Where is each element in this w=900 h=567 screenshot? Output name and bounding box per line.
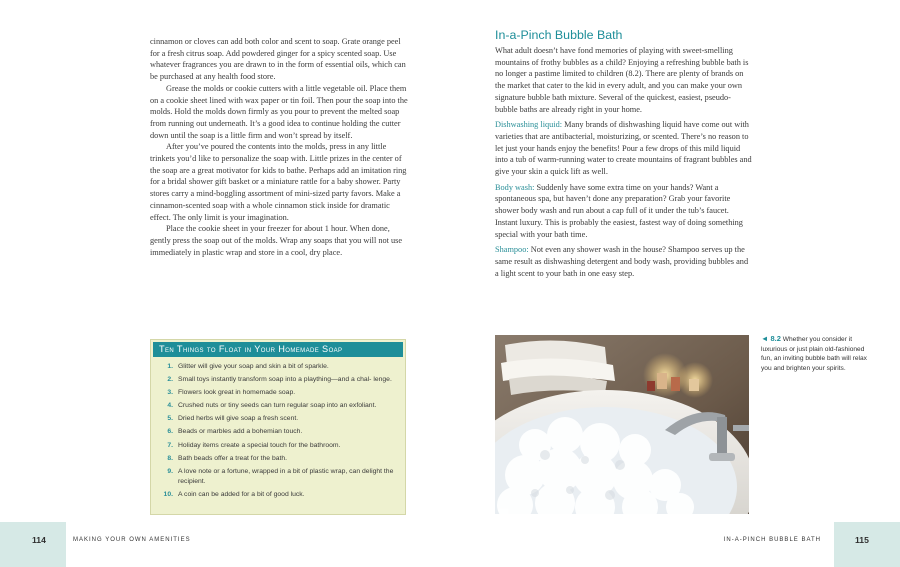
paragraph (495, 119, 753, 178)
caption-reference: ◄ 8.2 (761, 334, 781, 343)
list-item (161, 401, 399, 411)
term-label: Dishwashing liquid: (495, 120, 563, 130)
item-number: 4. (167, 402, 173, 410)
sidebar-title: Ten Things to Float in Your Homemade Soap (153, 342, 403, 357)
running-head-right: IN-A-PINCH BUBBLE BATH (723, 537, 821, 543)
item-number: 5. (167, 415, 173, 423)
paragraph: Place the cookie sheet in your freezer for about 1 hour. When done, gently press the soap out of the molds. Wrap any soaps that you will not use immediately in plastic wrap and store in a cool, dry place. (150, 224, 403, 257)
list-item (161, 490, 399, 500)
term-text: Suddenly have some extra time on your hands? Want a spontaneous spa, but haven’t done any preparation? Grab your favorite shower body wash and run about a cap full of it under the tub’s faucet. Instant luxury. This is probably the easiest, fastest way of doing something special with your bath time. (495, 182, 743, 239)
sidebar-list (151, 362, 405, 499)
right-body-text (495, 45, 753, 283)
term-text: Many brands of dishwashing liquid have come out with varieties that are antibacterial, moisturizing, or scented. There’s no reason to let just your hands enjoy the benefits! Pour a few drops of this mild liquid into a tub of warm-running water to create mountains of fragrant bubbles and give your skin a quick lift as well. (495, 120, 752, 177)
item-number: 6. (167, 428, 173, 436)
paragraph (495, 182, 753, 241)
item-number: 2. (167, 376, 173, 384)
page-number-right: 115 (855, 535, 869, 545)
list-item (161, 454, 399, 464)
left-body-text (150, 36, 412, 258)
item-number: 8. (167, 454, 173, 462)
running-head-left: MAKING YOUR OWN AMENITIES (73, 537, 191, 543)
bubble-bath-photo (495, 335, 749, 514)
list-item (161, 427, 399, 437)
section-heading: In-a-Pinch Bubble Bath (495, 28, 623, 42)
term-text: Not even any shower wash in the house? Shampoo serves up the same result as dishwashing detergent and body wash, providing bubbles and a light scent to your bath in one easy step. (495, 245, 749, 278)
term-label: Shampoo: (495, 245, 529, 255)
item-text: Holiday items create a special touch for the bathroom. (178, 441, 341, 449)
sidebar-box (150, 339, 406, 515)
item-text: Beads or marbles add a bohemian touch. (178, 428, 303, 436)
item-text: Dried herbs will give soap a fresh scent. (178, 415, 299, 423)
page-number-left: 114 (32, 535, 46, 545)
paragraph: Grease the molds or cookie cutters with a little vegetable oil. Place them on a cookie sheet lined with wax paper or tin foil. Then pour the soap into the molds. Hold the molds down firmly as you pour to prevent the melted soap from running out underneath. It’s a good idea to continue holding the cutter down until the soap is a little firm and won’t spread by itself. (150, 83, 408, 140)
item-text: Bath beads offer a treat for the bath. (178, 454, 288, 462)
item-text: Glitter will give your soap and skin a bit of sparkle. (178, 363, 329, 370)
caption-text: Whether you consider it luxurious or just plain old-fashioned fun, an inviting bubble bath will relax you and brighten your spirits. (761, 336, 867, 372)
item-text: Flowers look great in homemade soap. (178, 389, 296, 397)
paragraph: After you’ve poured the contents into the molds, press in any little trinkets you’d like to personalize the soap with. Little prizes in the center of the soap are a great motivator for kids to bathe. Perhaps add an imitation ring for a bridal shower gift basket or a miniature rattle for a baby shower. Party stores carry a mind-boggling assortment of mini-sized party favors. Make a cinnamon-scented soap with a whole cinnamon stick inside for dramatic effect. The only limit is your imagination. (150, 142, 407, 222)
item-text: Small toys instantly transform soap into a plaything—and a chal- lenge. (178, 376, 392, 384)
paragraph (495, 244, 753, 279)
list-item (161, 362, 399, 372)
list-item (161, 467, 399, 487)
item-text: A coin can be added for a bit of good luck. (178, 490, 305, 498)
item-number: 9. (167, 467, 173, 475)
item-number: 7. (167, 441, 173, 449)
term-label: Body wash: (495, 182, 535, 192)
list-item (161, 388, 399, 398)
photo-caption (761, 334, 871, 373)
item-number: 3. (167, 389, 173, 397)
list-item (161, 441, 399, 451)
list-item (161, 375, 399, 385)
item-text: A love note or a fortune, wrapped in a bit of plastic wrap, can delight the recipient. (178, 467, 394, 485)
item-text: Crushed nuts or tiny seeds can turn regular soap into an exfoliant. (178, 402, 377, 410)
item-number: 1. (167, 363, 173, 370)
bathtub-illustration (495, 335, 749, 514)
paragraph: cinnamon or cloves can add both color and scent to soap. Grate orange peel for a fresh citrus soap. Add powdered ginger for a spicy scented soap. Use whatever fragrances you are drawn to in the form of essential oils, which can be purchased at any health food store. (150, 37, 406, 82)
paragraph: What adult doesn’t have fond memories of playing with sweet-smelling mountains of frothy bubbles as a child? Enjoying a refreshing bubble bath is no longer a pastime limited to children (8.2). There are plenty of brands on the market that cater to the kid in every adult, and you can make your own signature bubble bath mixture. Several of the quickest, easiest, pseudo-bubble baths are already right in your home. (495, 46, 749, 114)
item-number: 10. (163, 490, 173, 498)
list-item (161, 414, 399, 424)
